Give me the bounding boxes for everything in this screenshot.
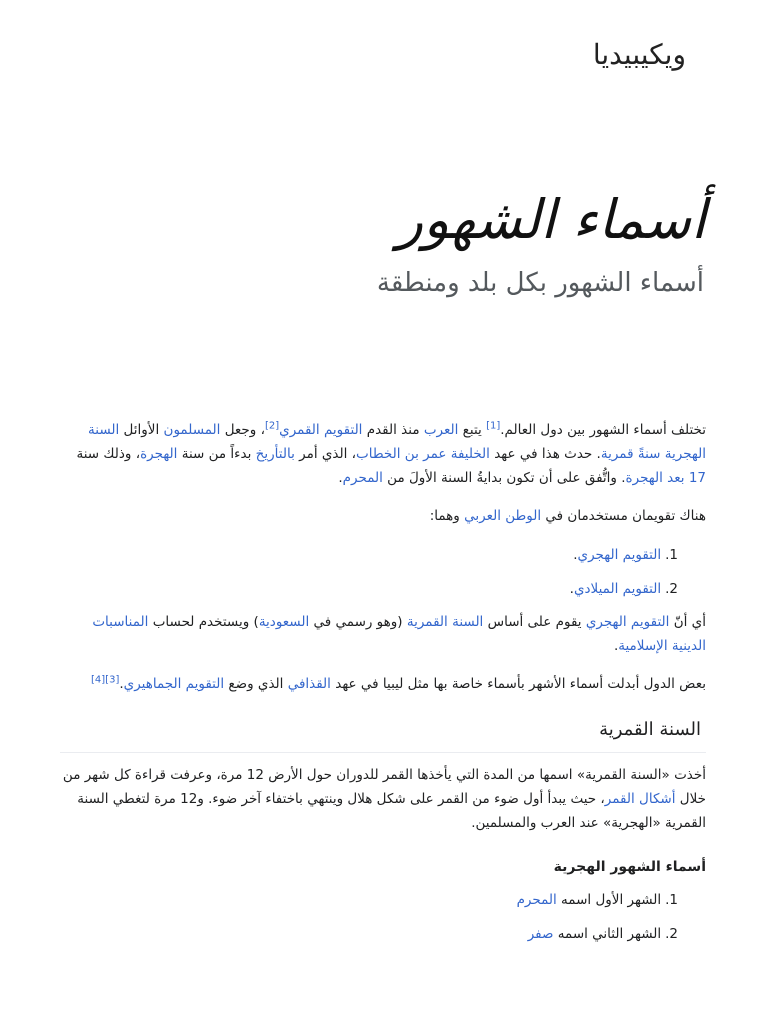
reference-link[interactable]: [1] <box>486 420 501 432</box>
link-gregorian-calendar[interactable]: التقويم الميلادي <box>573 581 662 597</box>
link-saudi-arabia[interactable]: السعودية <box>258 614 310 630</box>
link-arab-world[interactable]: الوطن العربي <box>464 508 542 524</box>
link-hijri-calendar[interactable]: التقويم الهجري <box>577 547 662 563</box>
page-title: أسماء الشهور <box>397 188 706 251</box>
link-moon-phases[interactable]: أشكال القمر <box>604 791 676 807</box>
section-heading-lunar-year: السنة القمرية <box>60 718 706 753</box>
list-item: 2.التقويم الميلادي. <box>569 581 678 597</box>
link-muharram[interactable]: المحرم <box>342 470 383 486</box>
wikipedia-wordmark[interactable]: ويكيبيديا <box>592 38 686 71</box>
link-hijri-year[interactable]: السنة الهجرية سنةً قمرية <box>88 422 706 462</box>
link-dating[interactable]: بالتأريخ <box>255 446 295 462</box>
link-hijra[interactable]: الهجرة <box>140 446 178 462</box>
link-month-safar[interactable]: صفر <box>527 926 554 942</box>
subheading-hijri-months: أسماء الشهور الهجرية <box>553 859 706 875</box>
link-muslims[interactable]: المسلمون <box>163 422 221 438</box>
link-hijri-calendar[interactable]: التقويم الهجري <box>585 614 670 630</box>
list-item: 1.الشهر الأول اسمه المحرم <box>516 892 678 908</box>
list-item: 2.الشهر الثاني اسمه صفر <box>527 926 678 942</box>
reference-link[interactable]: [4] <box>90 674 106 686</box>
link-lunar-calendar[interactable]: التقويم القمري <box>279 422 363 438</box>
link-17-ah[interactable]: 17 بعد الهجرة <box>625 470 706 486</box>
reference-link[interactable]: [2] <box>264 420 280 432</box>
intro-paragraph: تختلف أسماء الشهور بين دول العالم.[1] يتبع العرب منذ القدم التقويم القمري[2]، وجعل المسلمون الأوائل السنة الهجرية سنةً قمرية. حدث هذا في عهد الخليفة عمر بن الخطاب، الذي أمر بالتأريخ بدءاً من سنة الهجرة، وذلك سنة 17 بعد الهجرة. واتُّفق على أن تكون بدايةُ السنة الأولَ من المحرم. <box>76 420 706 486</box>
link-islamic-occasions[interactable]: المناسبات الدينية الإسلامية <box>92 614 706 654</box>
calendars-list <box>60 542 706 602</box>
link-gaddafi[interactable]: القذافي <box>287 676 331 692</box>
link-lunar-year[interactable]: السنة القمرية <box>406 614 484 630</box>
calendars-paragraph: هناك تقويمان مستخدمان في الوطن العربي وهما: <box>429 508 706 524</box>
link-caliph-umar[interactable]: الخليفة عمر بن الخطاب <box>356 446 490 462</box>
reference-link[interactable]: [3] <box>105 674 120 686</box>
article-content <box>60 418 706 955</box>
hijri-months-list <box>60 887 706 947</box>
lunar-year-paragraph: أخذت «السنة القمرية» اسمها من المدة التي يأخذها القمر للدوران حول الأرض 12 مرة، وعرفت قراءة كل شهر من خلال أشكال القمر، حيث يبدأ أول ضوء من القمر على شكل هلال وينتهي باختفاء آخر ضوء. و12 مرة لتغطي السنة القمرية «الهجرية» عند العرب والمسلمين. <box>62 767 706 831</box>
list-item: 1.التقويم الهجري. <box>573 547 678 563</box>
link-month-muharram[interactable]: المحرم <box>516 892 557 908</box>
link-jamahiri-calendar[interactable]: التقويم الجماهيري <box>123 676 225 692</box>
libya-paragraph: بعض الدول أبدلت أسماء الأشهر بأسماء خاصة بها مثل ليبيا في عهد القذافي الذي وضع التقويم الجماهيري.[3][4] <box>90 674 706 692</box>
link-arabs[interactable]: العرب <box>423 422 459 438</box>
page-subtitle: أسماء الشهور بكل بلد ومنطقة <box>376 268 704 298</box>
hijri-paragraph: أي أنّ التقويم الهجري يقوم على أساس السنة القمرية (وهو رسمي في السعودية) ويستخدم لحساب المناسبات الدينية الإسلامية. <box>92 614 706 654</box>
